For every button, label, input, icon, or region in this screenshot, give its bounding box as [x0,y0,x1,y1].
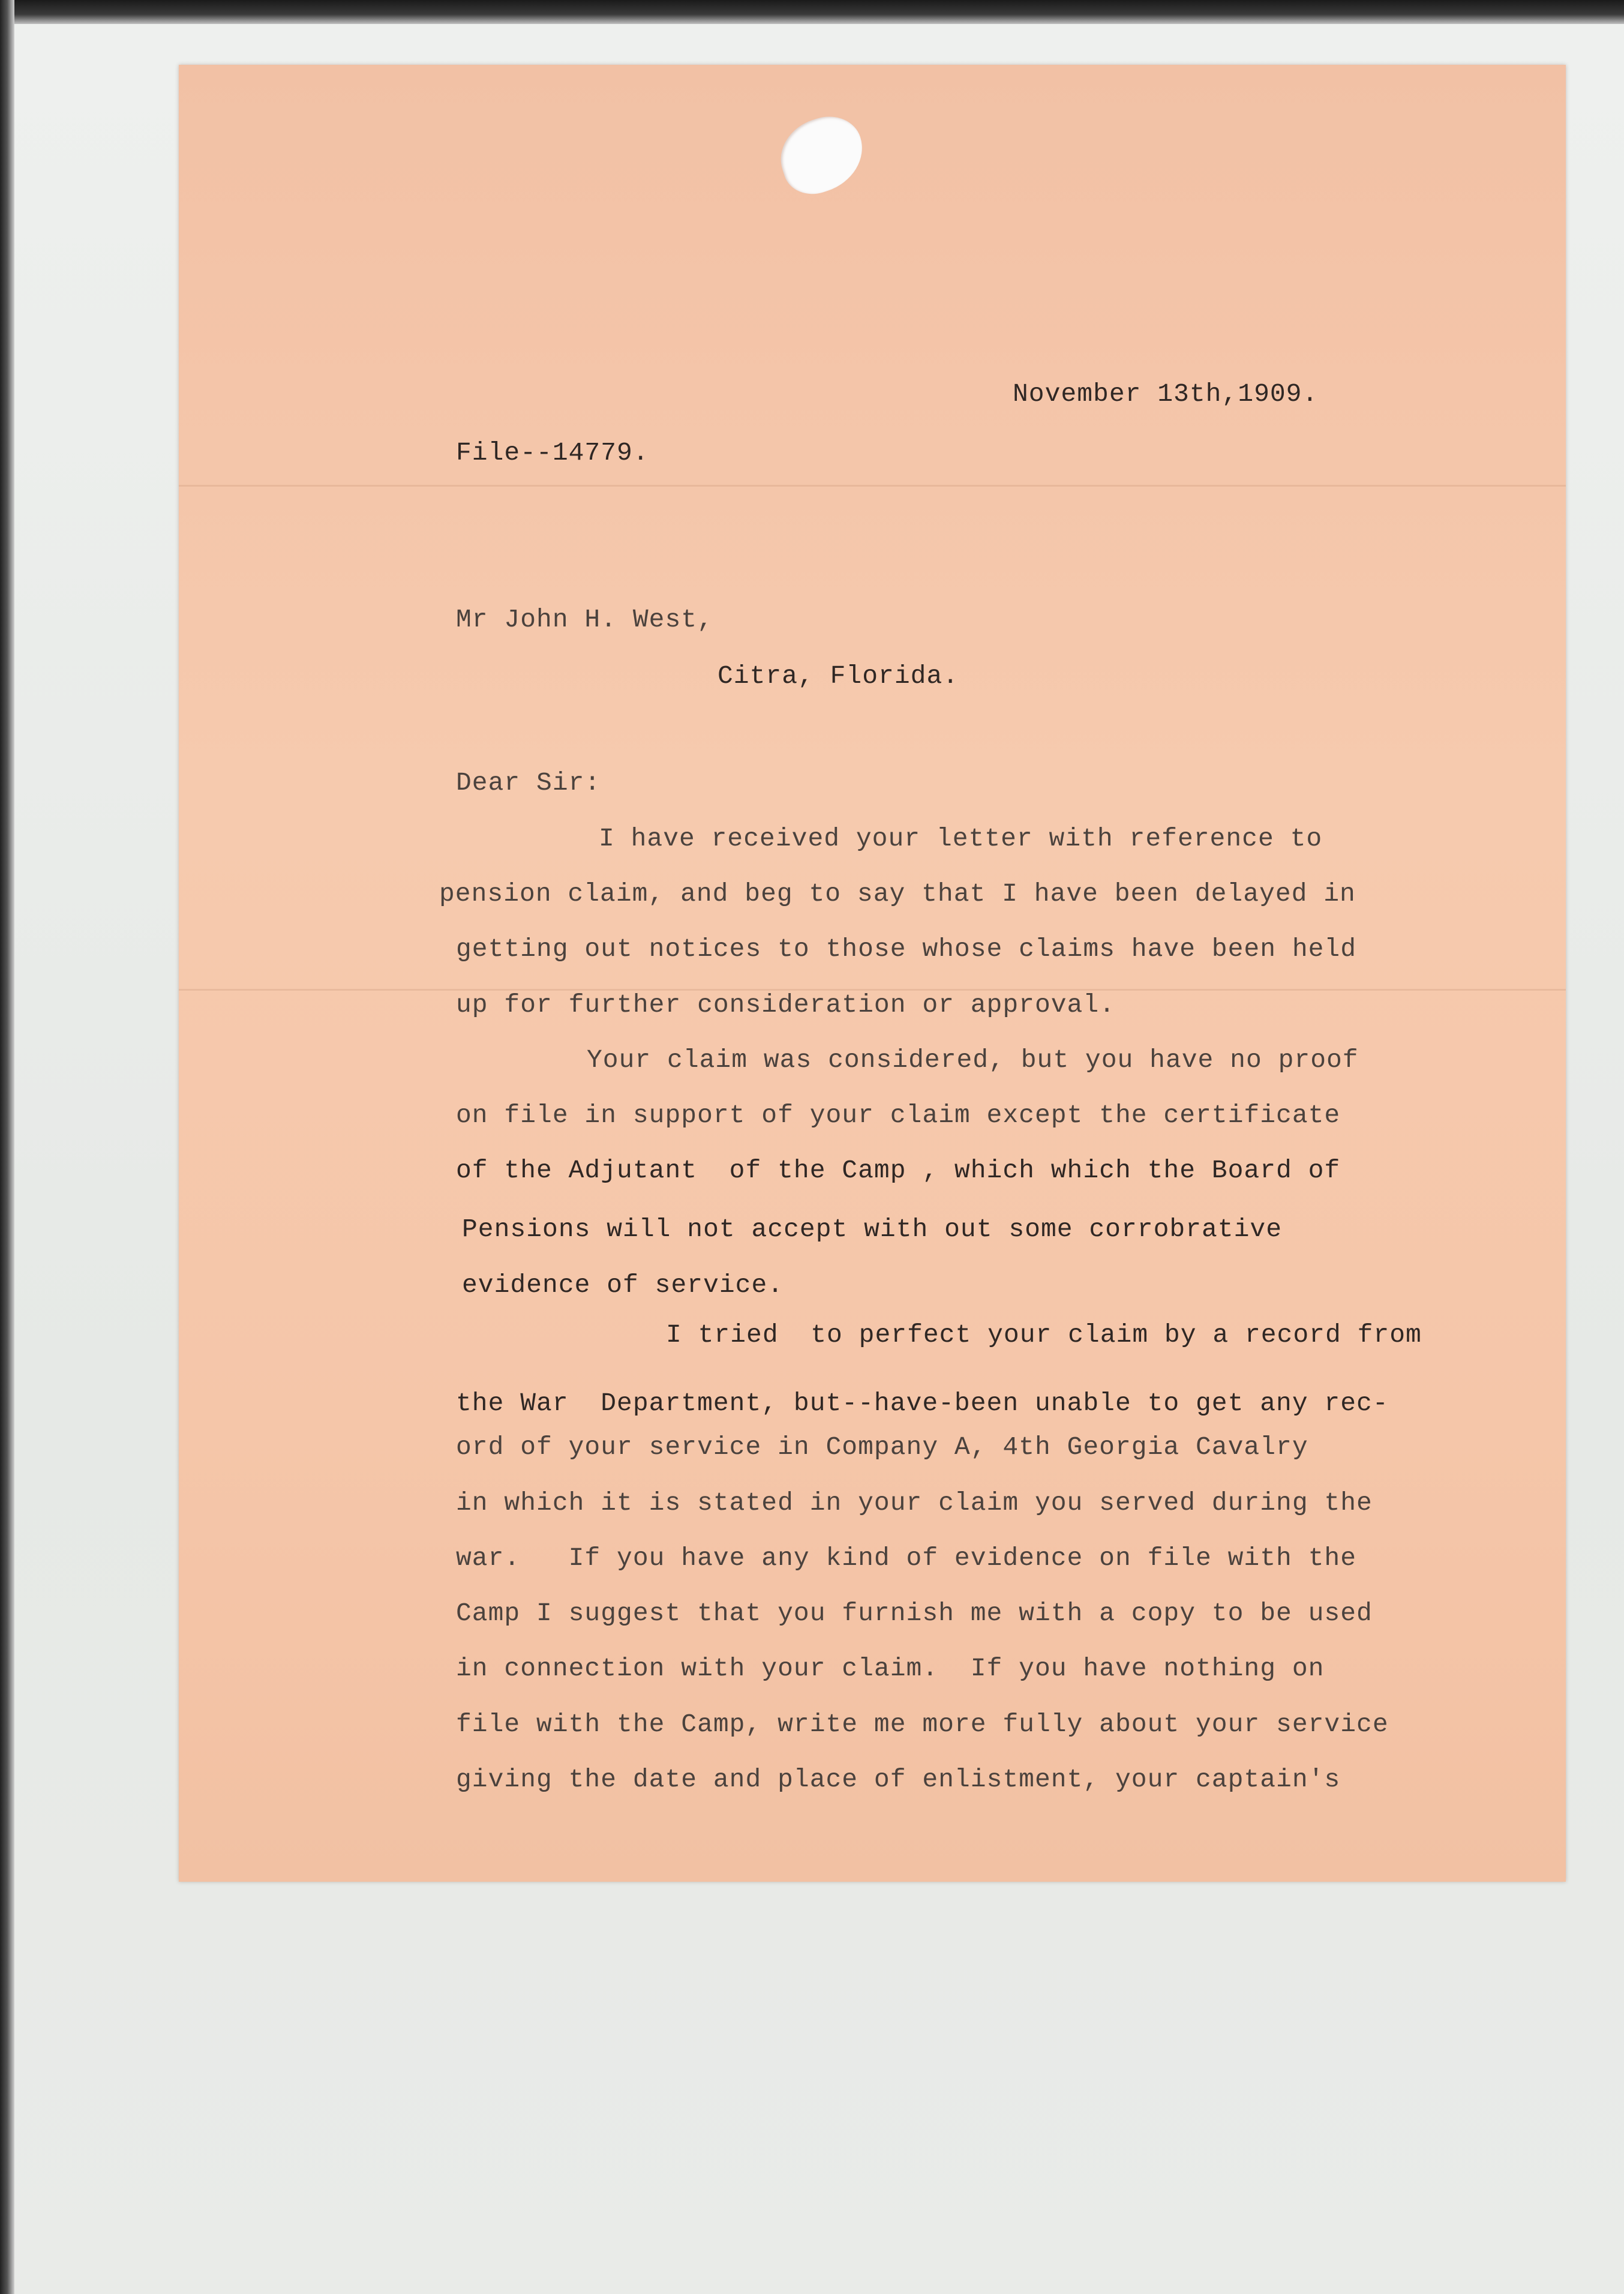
body-line: war. If you have any kind of evidence on file with the [456,1543,1357,1573]
body-line: I have received your letter with reference to [599,824,1323,853]
body-line: on file in support of your claim except the certificate [456,1100,1341,1130]
body-line: in which it is stated in your claim you served during the [456,1488,1373,1518]
scanner-top-edge [0,0,1624,24]
body-line: I tried to perfect your claim by a record from [666,1320,1422,1350]
letter-date: November 13th,1909. [1013,379,1319,409]
body-line: Camp I suggest that you furnish me with a copy to be used [456,1599,1373,1628]
punch-hole [771,107,873,202]
file-reference: File--14779. [456,438,649,467]
body-line: the War Department, but--have-been unable to get any rec- [456,1389,1389,1418]
salutation: Dear Sir: [456,768,601,797]
body-line: ord of your service in Company A, 4th Georgia Cavalry [456,1432,1308,1462]
body-line: evidence of service. [462,1270,784,1300]
body-line: giving the date and place of enlistment, your captain's [456,1765,1341,1794]
letter-page [179,65,1566,1882]
body-line: Pensions will not accept with out some corrobrative [462,1215,1283,1244]
addressee-name: Mr John H. West, [456,605,713,634]
fold-line [179,485,1566,487]
scanner-left-edge [0,0,14,2294]
body-line: up for further consideration or approval. [456,990,1115,1019]
body-line: of the Adjutant of the Camp , which which the Board of [456,1156,1341,1185]
body-line: getting out notices to those whose claims have been held [456,934,1357,964]
body-line: pension claim, and beg to say that I have been delayed in [439,879,1356,908]
body-line: in connection with your claim. If you have nothing on [456,1654,1325,1683]
addressee-place: Citra, Florida. [718,661,959,691]
body-line: Your claim was considered, but you have no proof [587,1045,1359,1075]
body-line: file with the Camp, write me more fully about your service [456,1710,1389,1739]
